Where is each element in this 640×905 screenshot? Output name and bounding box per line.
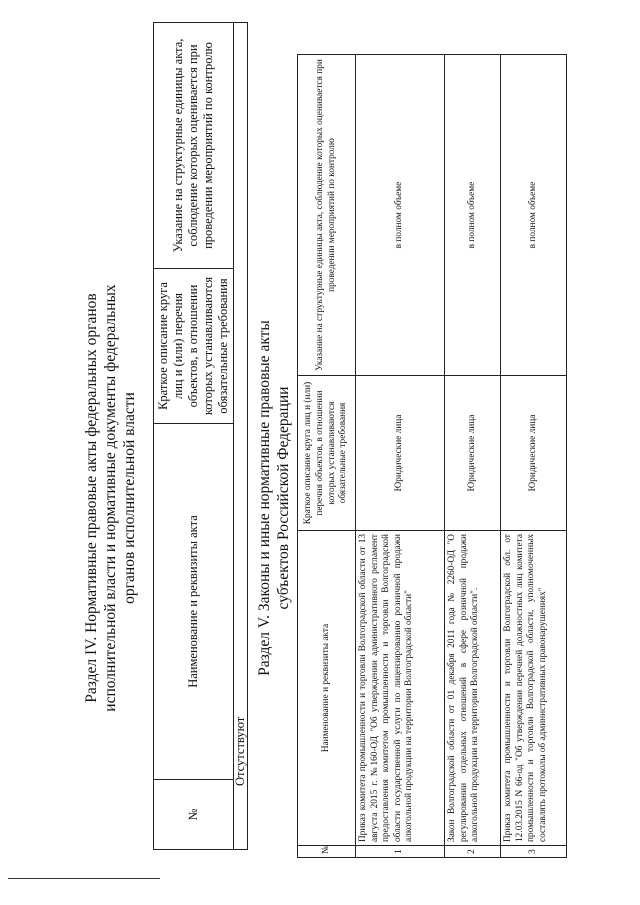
section4-table-wrap [153, 23, 245, 850]
section4-header-circle: Краткое описание круга лиц и (или) перечня объектов, в отношении которых устанавливаются обязательные требования [154, 269, 234, 424]
circle-cell: Юридические лица [356, 376, 445, 531]
footnote-divider [8, 878, 160, 879]
units-cell: в полном объеме [501, 55, 567, 376]
section4-header-units: Указание на структурные единицы акта, соблюдение которых оценивается при проведении мероприятий по контролю [154, 23, 234, 269]
section4-header-num: № [154, 780, 234, 850]
circle-cell: Юридические лица [501, 376, 567, 531]
units-cell: в полном объеме [445, 55, 501, 376]
act-name-cell: Закон Волгоградской области от 01 декабря 2011 года № 2260-ОД "О регулировании отдельных отношений в сфере розничной продажи алкогольной продукции на территории Волгоградской области". [445, 531, 501, 846]
table-row [445, 55, 501, 858]
section4-header-name: Наименование и реквизиты акта [154, 424, 234, 780]
circle-cell: Юридические лица [445, 376, 501, 531]
row-number: 2 [445, 846, 501, 858]
section4-table [153, 22, 248, 850]
row-number: 1 [356, 846, 445, 858]
section4-absent-cell [234, 23, 248, 850]
section5-title [255, 128, 297, 868]
section5-table-wrap [297, 55, 566, 858]
section4-title-line-1: Раздел IV. Нормативные правовые акты федеральных органов [83, 293, 100, 703]
section5-title-line-1: Раздел V. Законы и иные нормативные правовые акты [256, 320, 273, 676]
units-cell: в полном объеме [356, 55, 445, 376]
table-row [501, 55, 567, 858]
act-name-cell: Приказ комитета промышленности и торговли Волгоградской обл. от 12.03.2015 N 66-од "Об утверждении перечней должностных лиц комитета промышленности и торговли Волгоградской области, уполномоченных составлять протоколы об административных правонарушениях" [501, 531, 567, 846]
section5-header-units: Указание на структурные единицы акта, соблюдение которых оценивается при проведении мероприятий по контролю [298, 55, 356, 376]
section5-title-line-2: субъектов Российской Федерации [275, 386, 292, 610]
section5-header-num: № [298, 846, 356, 858]
act-name-cell: Приказ комитета промышленности и торговли Волгоградской области от 13 августа 2015 г. №160-ОД "Об утверждении административного регламент предоставления комитетом промышленности и торговли Волгоградской области государственной услуги по лицензированию розничной продажи алкогольной продукции на территории Волгоградской области" [356, 531, 445, 846]
section4-absent-text: Отсутствуют [233, 716, 247, 786]
table-row [356, 55, 445, 858]
section4-title-line-3: органов исполнительной власти [121, 392, 138, 604]
section4-title [82, 128, 144, 868]
section5-table [297, 54, 567, 858]
section5-header-circle: Краткое описание круга лиц и (или) перечня объектов, в отношении которых устанавливаются обязательные требования [298, 376, 356, 531]
row-number: 3 [501, 846, 567, 858]
section4-title-line-2: исполнительной власти и нормативные документы федеральных [102, 284, 119, 712]
section5-header-name: Наименование и реквизиты акта [298, 531, 356, 846]
